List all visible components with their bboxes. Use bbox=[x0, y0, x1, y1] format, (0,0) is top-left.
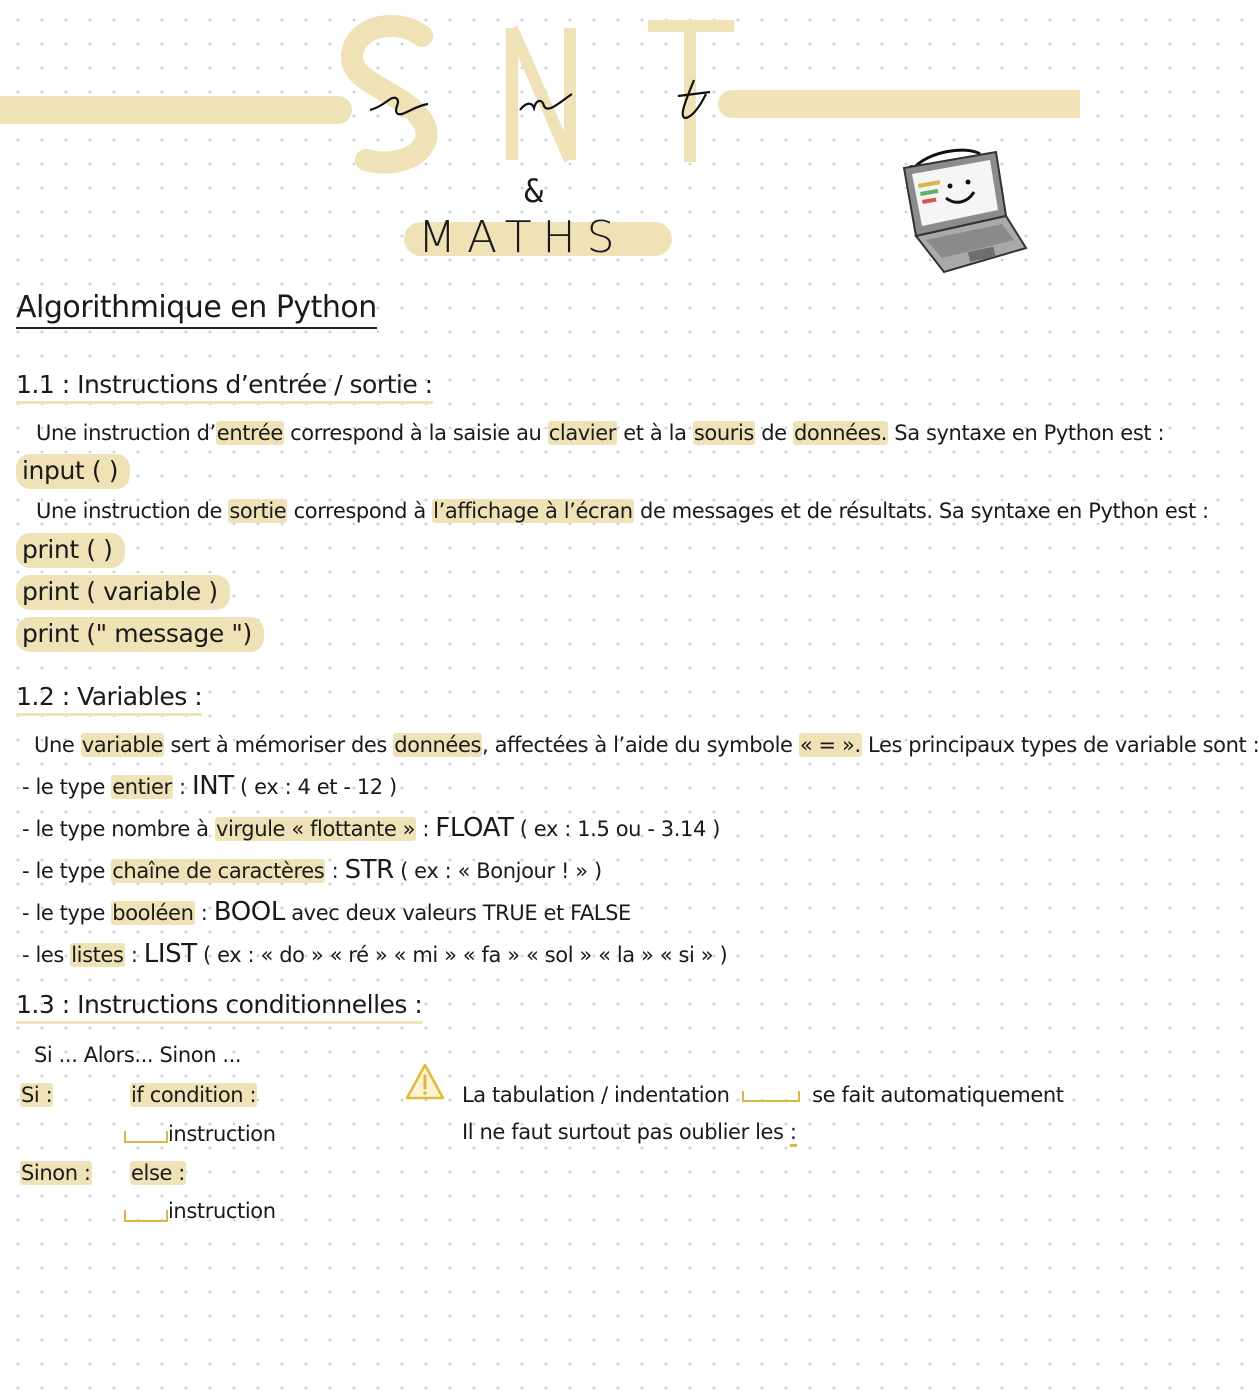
warning-icon bbox=[404, 1062, 446, 1102]
if-line: if condition : bbox=[131, 1083, 257, 1107]
code-print-variable: print ( variable ) bbox=[16, 577, 230, 606]
s11-paragraph-2: Une instruction de sortie correspond à l’affichage à l’écran de messages et de résultats. Sa syntaxe en Python est : bbox=[36, 499, 1209, 523]
section-1-1-heading: 1.1 : Instructions d’entrée / sortie : bbox=[16, 370, 433, 404]
snt-logo-graphic bbox=[330, 10, 750, 180]
type-str: - le type chaîne de caractères : STR ( ex : « Bonjour ! » ) bbox=[22, 855, 602, 885]
s13-intro: Si ... Alors... Sinon ... bbox=[34, 1043, 242, 1067]
instruction-2: instruction bbox=[168, 1199, 276, 1223]
section-1-3-heading: 1.3 : Instructions conditionnelles : bbox=[16, 990, 422, 1024]
tab-mark bbox=[742, 1091, 800, 1102]
else-line: else : bbox=[131, 1161, 185, 1185]
code-print-empty: print ( ) bbox=[16, 535, 125, 564]
si-label: Si : bbox=[21, 1083, 53, 1107]
warning-line-1: La tabulation / indentation se fait automatiquement bbox=[462, 1083, 1064, 1107]
type-list: - les listes : LIST ( ex : « do » « ré » « mi » « fa » « sol » « la » « si » ) bbox=[22, 939, 728, 969]
ampersand: & bbox=[524, 172, 544, 210]
section-1-2-heading: 1.2 : Variables : bbox=[16, 682, 202, 716]
instruction-1: instruction bbox=[168, 1122, 276, 1146]
code-input: input ( ) bbox=[16, 456, 130, 485]
laptop-icon bbox=[898, 140, 1030, 278]
warning-line-2: Il ne faut surtout pas oublier les : bbox=[462, 1120, 797, 1144]
maths-title: MATHS bbox=[418, 212, 626, 263]
header-bar-left bbox=[0, 96, 352, 124]
sinon-label: Sinon : bbox=[21, 1161, 91, 1185]
code-print-message: print (" message ") bbox=[16, 619, 264, 648]
header-bar-right bbox=[718, 90, 1080, 118]
s11-paragraph-1: Une instruction d’entrée correspond à la saisie au clavier et à la souris de données. Sa syntaxe en Python est : bbox=[36, 421, 1165, 445]
s12-intro: Une variable sert à mémoriser des données, affectées à l’aide du symbole « = ». Les principaux types de variable sont : bbox=[34, 733, 1259, 757]
page-title: Algorithmique en Python bbox=[16, 290, 377, 329]
indent-mark-1 bbox=[124, 1131, 168, 1143]
type-float: - le type nombre à virgule « flottante » : FLOAT ( ex : 1.5 ou - 3.14 ) bbox=[22, 813, 721, 843]
type-bool: - le type booléen : BOOL avec deux valeurs TRUE et FALSE bbox=[22, 897, 631, 927]
indent-mark-2 bbox=[124, 1210, 168, 1222]
type-int: - le type entier : INT ( ex : 4 et - 12 ) bbox=[22, 771, 397, 801]
